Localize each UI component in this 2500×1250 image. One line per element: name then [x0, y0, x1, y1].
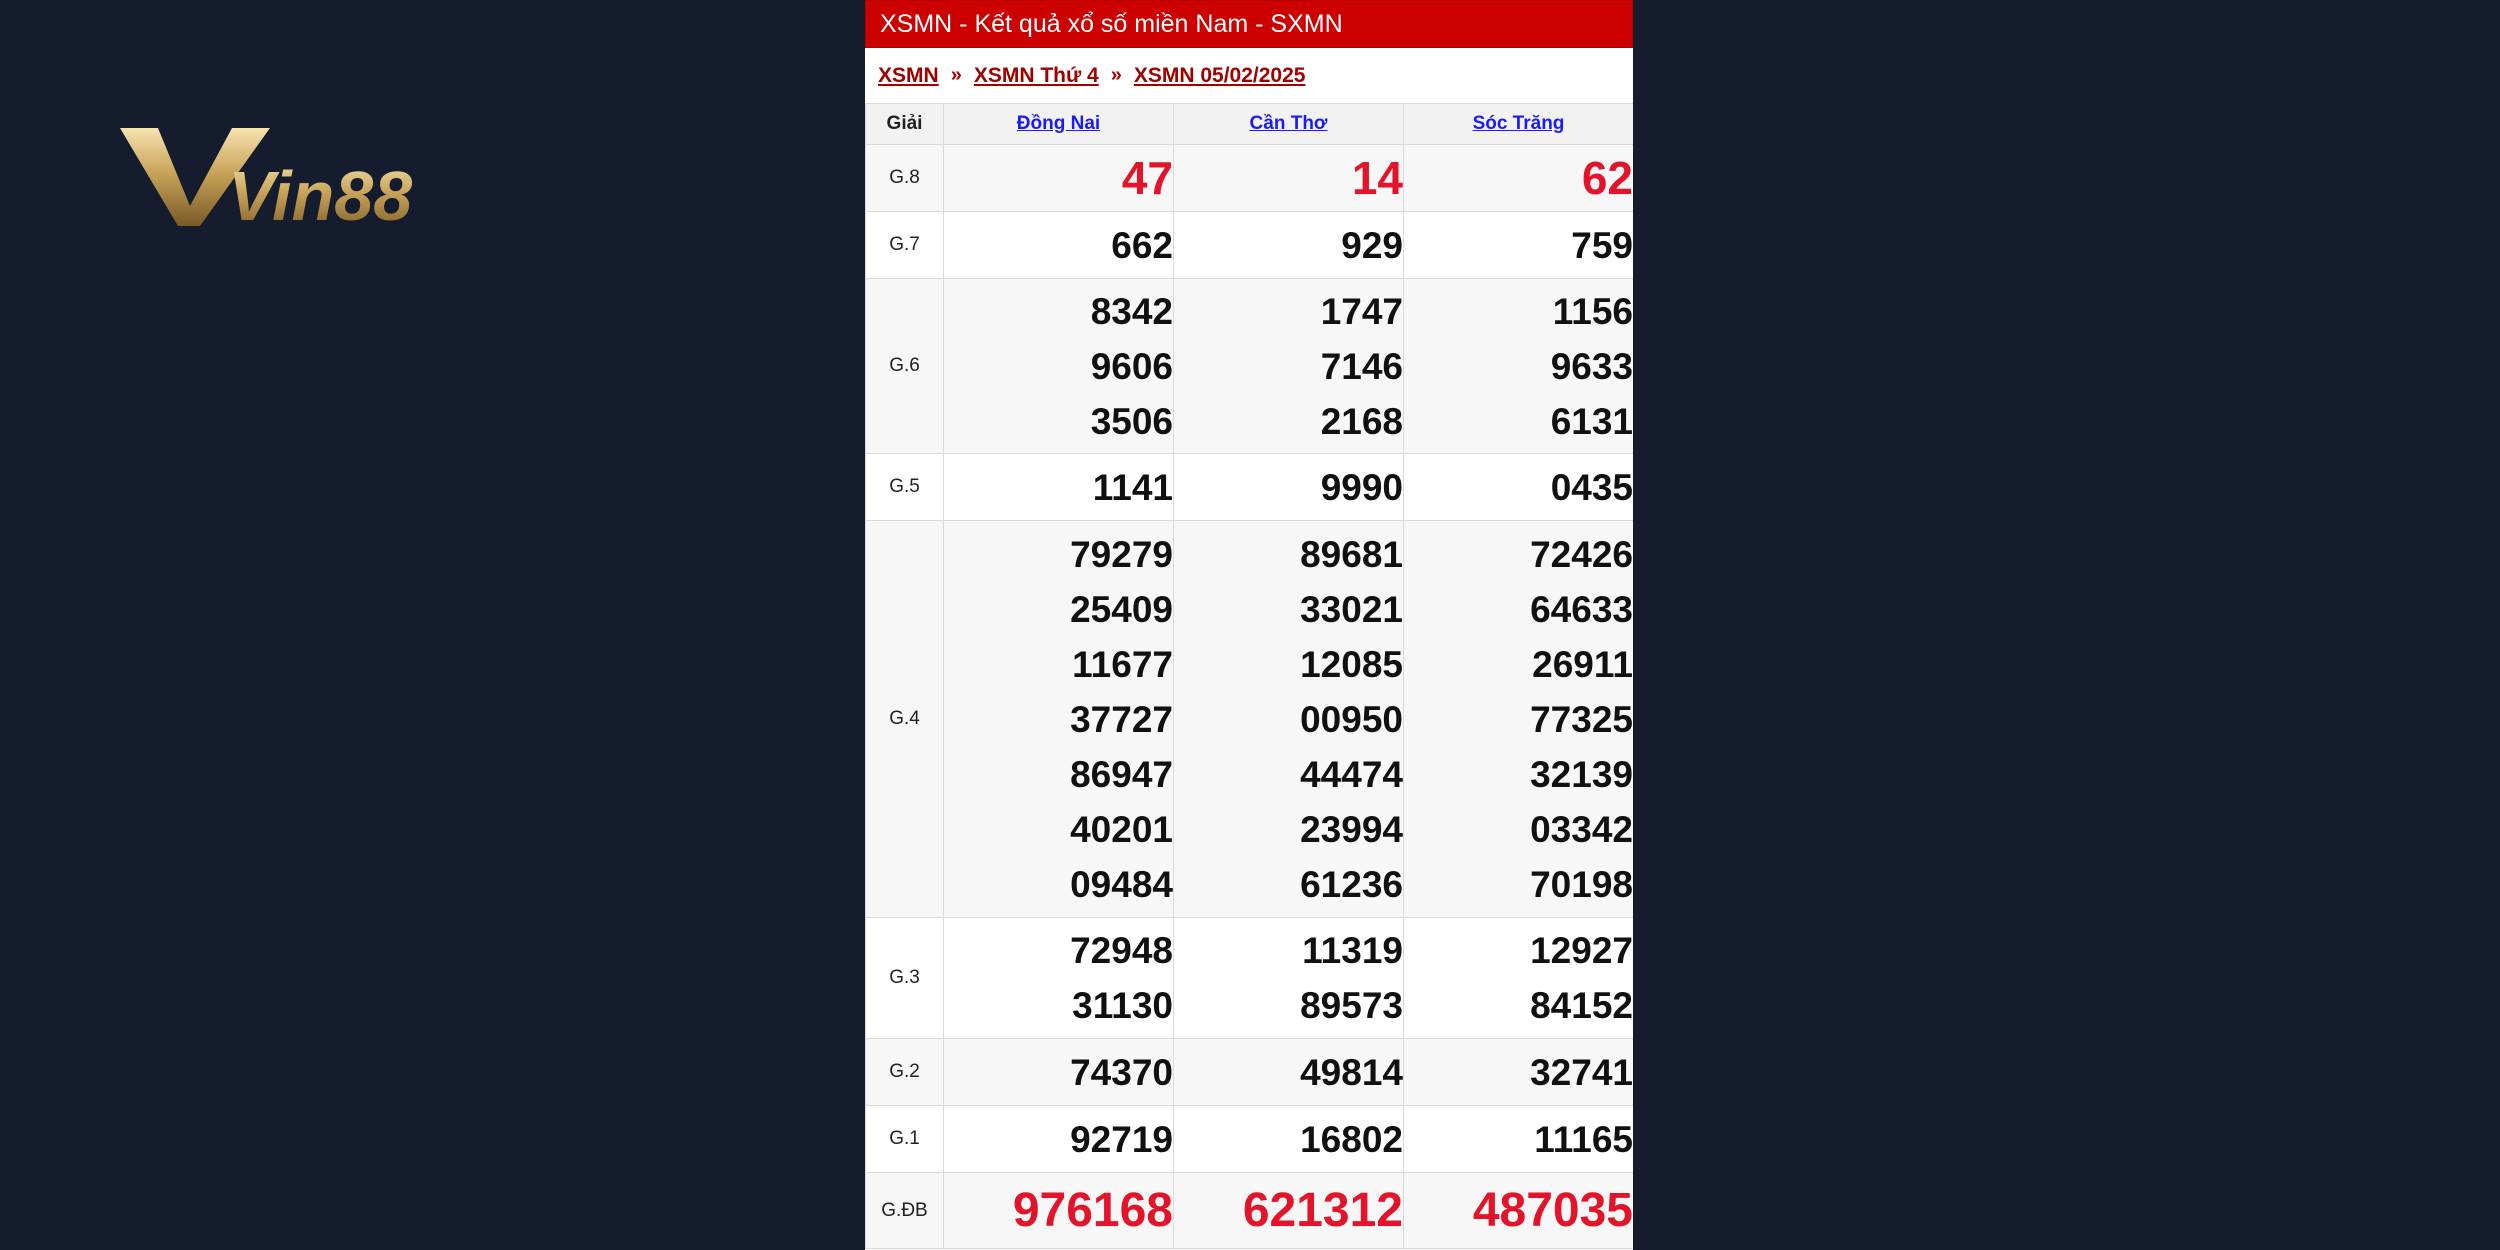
result-cell: [944, 1039, 1174, 1106]
result-number: 929: [1341, 224, 1403, 266]
table-row: [866, 212, 1634, 279]
result-number: 89573: [1300, 985, 1403, 1026]
results-body: [866, 145, 1634, 1249]
result-cell: [1174, 1039, 1404, 1106]
result-cell: [1174, 145, 1404, 212]
result-cell: [1174, 918, 1404, 1039]
result-number: 79279: [1070, 533, 1173, 575]
result-number: 8342: [1090, 290, 1173, 332]
result-number: 37727: [1070, 698, 1173, 740]
result-cell: [1174, 279, 1404, 454]
result-cell: [944, 918, 1174, 1039]
result-number: 03342: [1530, 808, 1633, 850]
result-number: 86947: [1070, 753, 1173, 795]
table-row: [866, 145, 1634, 212]
result-cell: [944, 1173, 1174, 1249]
table-row: [866, 1039, 1634, 1106]
result-cell: [1404, 1039, 1634, 1106]
result-number: 32741: [1530, 1051, 1633, 1093]
result-number: 9633: [1550, 345, 1633, 387]
result-number: 1156: [1552, 290, 1633, 332]
prize-label: G.7: [866, 212, 944, 279]
results-panel: [865, 0, 1633, 1250]
result-cell: [1404, 212, 1634, 279]
result-number: 31130: [1072, 985, 1173, 1026]
result-number: 2168: [1320, 400, 1403, 442]
result-cell: [944, 1106, 1174, 1173]
vin88-logo: [120, 118, 500, 238]
logo-text: Vin88: [228, 157, 413, 235]
result-cell: [1174, 454, 1404, 521]
result-number: 7146: [1320, 345, 1403, 387]
prize-label: G.ĐB: [866, 1173, 944, 1249]
result-cell: [1404, 1173, 1634, 1249]
result-number: 1141: [1092, 466, 1173, 508]
breadcrumb-separator: »: [1110, 64, 1122, 86]
result-number: 487035: [1472, 1184, 1633, 1237]
result-number: 976168: [1012, 1184, 1173, 1237]
breadcrumb-link-xsmn[interactable]: XSMN: [878, 63, 939, 87]
result-number: 33021: [1300, 588, 1403, 630]
prize-label: G.8: [866, 145, 944, 212]
result-number: 25409: [1070, 588, 1173, 630]
result-cell: [1404, 145, 1634, 212]
prize-label: G.3: [866, 918, 944, 1039]
result-cell: [944, 521, 1174, 918]
result-number: 11319: [1302, 930, 1403, 971]
table-row: [866, 454, 1634, 521]
table-row: [866, 521, 1634, 918]
breadcrumb-separator: »: [950, 64, 962, 86]
result-number: 62: [1581, 151, 1633, 204]
result-number: 47: [1121, 151, 1173, 204]
result-cell: [1404, 454, 1634, 521]
result-cell: [944, 212, 1174, 279]
result-number: 77325: [1530, 698, 1633, 740]
result-cell: [944, 279, 1174, 454]
result-number: 32139: [1530, 753, 1633, 795]
results-table: [865, 103, 1633, 1249]
result-number: 14: [1351, 151, 1403, 204]
result-number: 6131: [1550, 400, 1633, 442]
result-cell: [944, 454, 1174, 521]
breadcrumb: [865, 48, 1633, 103]
result-number: 11165: [1534, 1118, 1633, 1160]
result-number: 12927: [1530, 930, 1633, 971]
province-link-dong-nai[interactable]: Đồng Nai: [1016, 113, 1101, 134]
breadcrumb-link-thu4[interactable]: XSMN Thứ 4: [973, 63, 1099, 87]
result-number: 9606: [1090, 345, 1173, 387]
result-cell: [1404, 521, 1634, 918]
result-number: 89681: [1300, 533, 1403, 575]
result-number: 759: [1571, 224, 1633, 266]
result-number: 11677: [1072, 643, 1173, 685]
result-number: 72948: [1070, 930, 1173, 971]
result-number: 3506: [1090, 400, 1173, 442]
result-number: 49814: [1300, 1051, 1403, 1093]
prize-label: G.4: [866, 521, 944, 918]
prize-label: G.1: [866, 1106, 944, 1173]
prize-label: G.2: [866, 1039, 944, 1106]
breadcrumb-link-date[interactable]: XSMN 05/02/2025: [1133, 63, 1306, 87]
result-number: 92719: [1070, 1118, 1173, 1160]
result-cell: [1174, 1106, 1404, 1173]
result-number: 09484: [1070, 863, 1173, 905]
table-row: [866, 918, 1634, 1039]
table-row: [866, 1173, 1634, 1249]
table-row: [866, 1106, 1634, 1173]
result-number: 64633: [1530, 588, 1633, 630]
result-number: 12085: [1300, 643, 1403, 685]
result-number: 1747: [1320, 290, 1403, 332]
result-cell: [1404, 1106, 1634, 1173]
result-number: 662: [1111, 224, 1173, 266]
result-number: 0435: [1550, 466, 1633, 508]
result-number: 61236: [1300, 863, 1403, 905]
result-cell: [1404, 918, 1634, 1039]
result-number: 72426: [1530, 533, 1633, 575]
prize-label: G.6: [866, 279, 944, 454]
result-cell: [1174, 212, 1404, 279]
result-number: 84152: [1530, 985, 1633, 1026]
province-link-can-tho[interactable]: Cần Thơ: [1249, 113, 1328, 134]
result-number: 26911: [1532, 643, 1633, 685]
prize-column-header: Giải: [866, 104, 944, 145]
result-number: 44474: [1300, 753, 1403, 795]
result-number: 40201: [1070, 808, 1173, 850]
province-link-soc-trang[interactable]: Sóc Trăng: [1472, 113, 1565, 134]
result-cell: [1174, 1173, 1404, 1249]
result-number: 621312: [1242, 1184, 1403, 1237]
vin88-logo-graphic: [120, 118, 500, 238]
result-number: 9990: [1320, 466, 1403, 508]
result-cell: [1404, 279, 1634, 454]
result-number: 23994: [1300, 808, 1403, 850]
result-number: 74370: [1070, 1051, 1173, 1093]
result-number: 16802: [1300, 1118, 1403, 1160]
result-cell: [944, 145, 1174, 212]
result-number: 00950: [1300, 698, 1403, 740]
table-row: [866, 279, 1634, 454]
result-number: 70198: [1530, 863, 1633, 905]
page-title: XSMN - Kết quả xổ số miền Nam - SXMN: [865, 0, 1633, 48]
prize-label: G.5: [866, 454, 944, 521]
result-cell: [1174, 521, 1404, 918]
